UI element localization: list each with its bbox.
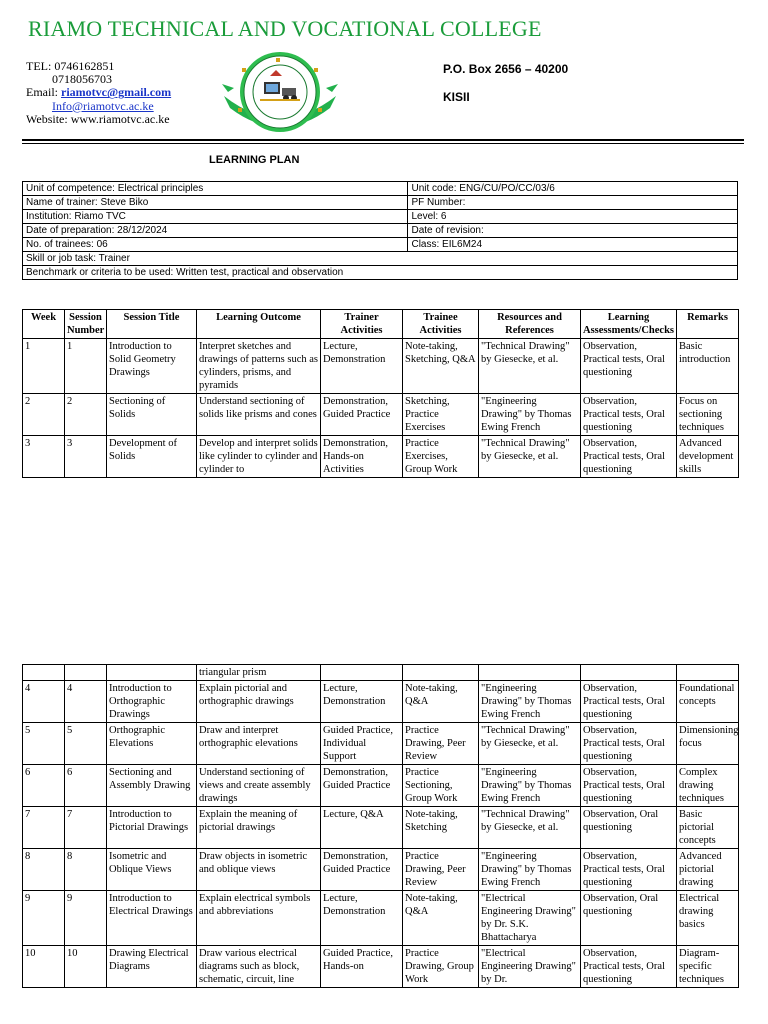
trainer-name: Name of trainer: Steve Biko [23, 196, 408, 210]
website-label: Website: [26, 111, 68, 126]
tel-2: 0718056703 [52, 72, 112, 87]
cell-assessment: Observation, Practical tests, Oral questioning [581, 394, 677, 436]
cell-week: 4 [23, 681, 65, 723]
cell-remarks: Basic pictorial concepts [677, 807, 739, 849]
cell-remarks: Diagram-specific techniques [677, 946, 739, 988]
cell-resources: "Engineering Drawing" by Thomas Ewing French [479, 849, 581, 891]
cell-trainee: Sketching, Practice Exercises [403, 394, 479, 436]
cell-resources: "Technical Drawing" by Giesecke, et al. [479, 436, 581, 478]
info-row [23, 266, 738, 280]
table-row [23, 891, 739, 946]
cell-resources: "Technical Drawing" by Giesecke, et al. [479, 339, 581, 394]
cell-remarks: Focus on sectioning techniques [677, 394, 739, 436]
cell-week: 6 [23, 765, 65, 807]
town: KISII [443, 90, 470, 104]
trainee-count: No. of trainees: 06 [23, 238, 408, 252]
skill-task: Skill or job task: Trainer [23, 252, 738, 266]
tel-label: TEL: [26, 59, 52, 73]
cell-assessment: Observation, Practical tests, Oral questioning [581, 681, 677, 723]
info-row [23, 224, 738, 238]
cell-outcome: Draw and interpret orthographic elevations [197, 723, 321, 765]
email-label: Email: [26, 85, 58, 100]
info-row [23, 182, 738, 196]
contact-block [26, 60, 171, 126]
continuation-row [23, 665, 739, 681]
cell-trainee: Note-taking, Sketching, Q&A [403, 339, 479, 394]
cell-session: 7 [65, 807, 107, 849]
col-outcome: Learning Outcome [197, 310, 321, 339]
tel-1: 0746162851 [54, 59, 115, 73]
email-link-1[interactable]: riamotvc@gmail.com [61, 85, 172, 100]
cell-outcome: Draw objects in isometric and oblique views [197, 849, 321, 891]
cell-title: Sectioning of Solids [107, 394, 197, 436]
cell-assessment: Observation, Practical tests, Oral questioning [581, 946, 677, 988]
cell-week: 8 [23, 849, 65, 891]
cell-session: 2 [65, 394, 107, 436]
cell-title: Development of Solids [107, 436, 197, 478]
cell-title: Orthographic Elevations [107, 723, 197, 765]
cell-week: 2 [23, 394, 65, 436]
benchmark: Benchmark or criteria to be used: Written test, practical and observation [23, 266, 738, 280]
cell-assessment: Observation, Practical tests, Oral questioning [581, 339, 677, 394]
cell-trainee: Practice Drawing, Peer Review [403, 849, 479, 891]
header-row [23, 310, 739, 339]
cell-trainee: Practice Sectioning, Group Work [403, 765, 479, 807]
unit-info-table [22, 181, 738, 280]
col-trainer: Trainer Activities [321, 310, 403, 339]
cell-resources: "Engineering Drawing" by Thomas Ewing French [479, 394, 581, 436]
cell-week: 3 [23, 436, 65, 478]
cell-week: 10 [23, 946, 65, 988]
cell-trainer: Lecture, Demonstration [321, 681, 403, 723]
cell-trainer: Demonstration, Guided Practice [321, 849, 403, 891]
table-row [23, 765, 739, 807]
cell-trainer: Lecture, Q&A [321, 807, 403, 849]
cell-outcome: Draw various electrical diagrams such as block, schematic, circuit, line [197, 946, 321, 988]
col-resources: Resources and References [479, 310, 581, 339]
cell-week: 5 [23, 723, 65, 765]
cell-trainee: Practice Drawing, Group Work [403, 946, 479, 988]
cell-session: 8 [65, 849, 107, 891]
info-row [23, 238, 738, 252]
cell-remarks: Electrical drawing basics [677, 891, 739, 946]
cell-outcome: Interpret sketches and drawings of patterns such as cylinders, prisms, and pyramids [197, 339, 321, 394]
revision-date: Date of revision: [408, 224, 738, 238]
table-row [23, 394, 739, 436]
cell-title: Introduction to Orthographic Drawings [107, 681, 197, 723]
cell-outcome: Explain the meaning of pictorial drawings [197, 807, 321, 849]
cell-session: 5 [65, 723, 107, 765]
cell-resources: "Technical Drawing" by Giesecke, et al. [479, 723, 581, 765]
cell-trainee: Note-taking, Q&A [403, 891, 479, 946]
institution: Institution: Riamo TVC [23, 210, 408, 224]
cell-trainer: Demonstration, Hands-on Activities [321, 436, 403, 478]
cell-trainer: Demonstration, Guided Practice [321, 394, 403, 436]
col-session: Session Number [65, 310, 107, 339]
learning-plan-table-continued [22, 664, 739, 988]
cell-title: Introduction to Electrical Drawings [107, 891, 197, 946]
table-row [23, 681, 739, 723]
cell-trainee: Note-taking, Q&A [403, 681, 479, 723]
col-assessments: Learning Assessments/Checks [581, 310, 677, 339]
cell-assessment: Observation, Oral questioning [581, 891, 677, 946]
cell-session: 10 [65, 946, 107, 988]
cell-session: 9 [65, 891, 107, 946]
cell-title: Drawing Electrical Diagrams [107, 946, 197, 988]
cell-session: 3 [65, 436, 107, 478]
table-row [23, 339, 739, 394]
cell-remarks: Foundational concepts [677, 681, 739, 723]
cell-session: 4 [65, 681, 107, 723]
table-row [23, 723, 739, 765]
cell-resources: "Electrical Engineering Drawing" by Dr. S.K. Bhattacharya [479, 891, 581, 946]
col-title: Session Title [107, 310, 197, 339]
college-logo [220, 48, 340, 136]
cell-remarks: Dimensioning focus [677, 723, 739, 765]
info-row [23, 210, 738, 224]
cell-resources: "Engineering Drawing" by Thomas Ewing French [479, 681, 581, 723]
cell-outcome: Understand sectioning of views and create assembly drawings [197, 765, 321, 807]
cell-assessment: Observation, Practical tests, Oral questioning [581, 765, 677, 807]
cell-trainee: Practice Drawing, Peer Review [403, 723, 479, 765]
class: Class: EIL6M24 [408, 238, 738, 252]
col-remarks: Remarks [677, 310, 739, 339]
unit-code: Unit code: ENG/CU/PO/CC/03/6 [408, 182, 738, 196]
cell-title: Introduction to Pictorial Drawings [107, 807, 197, 849]
cell-remarks: Advanced pictorial drawing [677, 849, 739, 891]
cell-outcome: Understand sectioning of solids like prisms and cones [197, 394, 321, 436]
preparation-date: Date of preparation: 28/12/2024 [23, 224, 408, 238]
cell-outcome: Develop and interpret solids like cylinder to cylinder and cylinder to [197, 436, 321, 478]
cell-remarks: Complex drawing techniques [677, 765, 739, 807]
header-rule-thick [22, 139, 744, 141]
cell-title: Sectioning and Assembly Drawing [107, 765, 197, 807]
table-row [23, 849, 739, 891]
table-row [23, 807, 739, 849]
cell-remarks: Basic introduction [677, 339, 739, 394]
cell-assessment: Observation, Oral questioning [581, 807, 677, 849]
cell-trainee: Note-taking, Sketching [403, 807, 479, 849]
cell-title: Introduction to Solid Geometry Drawings [107, 339, 197, 394]
cell-trainer: Lecture, Demonstration [321, 339, 403, 394]
website: www.riamotvc.ac.ke [70, 111, 170, 126]
level: Level: 6 [408, 210, 738, 224]
table-row [23, 946, 739, 988]
cell-session: 6 [65, 765, 107, 807]
cell-trainer: Demonstration, Guided Practice [321, 765, 403, 807]
table-row [23, 436, 739, 478]
cell-session: 1 [65, 339, 107, 394]
cell-resources: "Electrical Engineering Drawing" by Dr. [479, 946, 581, 988]
col-trainee: Trainee Activities [403, 310, 479, 339]
cell-title: Isometric and Oblique Views [107, 849, 197, 891]
learning-plan-table [22, 309, 739, 478]
po-box: P.O. Box 2656 – 40200 [443, 62, 569, 76]
cell-week: 9 [23, 891, 65, 946]
cell-week: 7 [23, 807, 65, 849]
cell-resources: "Technical Drawing" by Giesecke, et al. [479, 807, 581, 849]
info-row [23, 252, 738, 266]
header-rule-thin [22, 143, 744, 144]
cell-trainer: Guided Practice, Hands-on [321, 946, 403, 988]
col-week: Week [23, 310, 65, 339]
cell-resources: "Engineering Drawing" by Thomas Ewing French [479, 765, 581, 807]
cell-trainer: Lecture, Demonstration [321, 891, 403, 946]
cell-trainer: Guided Practice, Individual Support [321, 723, 403, 765]
document-title: LEARNING PLAN [209, 154, 300, 166]
cell-assessment: Observation, Practical tests, Oral questioning [581, 723, 677, 765]
unit-competence: Unit of competence: Electrical principles [23, 182, 408, 196]
cell-trainee: Practice Exercises, Group Work [403, 436, 479, 478]
cell-remarks: Advanced development skills [677, 436, 739, 478]
info-row [23, 196, 738, 210]
college-name: RIAMO TECHNICAL AND VOCATIONAL COLLEGE [28, 16, 542, 41]
cell-outcome: Explain electrical symbols and abbreviations [197, 891, 321, 946]
continuation-text: triangular prism [197, 665, 321, 681]
cell-week: 1 [23, 339, 65, 394]
pf-number: PF Number: [408, 196, 738, 210]
email-link-2[interactable]: Info@riamotvc.ac.ke [52, 98, 154, 113]
cell-assessment: Observation, Practical tests, Oral questioning [581, 436, 677, 478]
cell-assessment: Observation, Practical tests, Oral questioning [581, 849, 677, 891]
cell-outcome: Explain pictorial and orthographic drawings [197, 681, 321, 723]
